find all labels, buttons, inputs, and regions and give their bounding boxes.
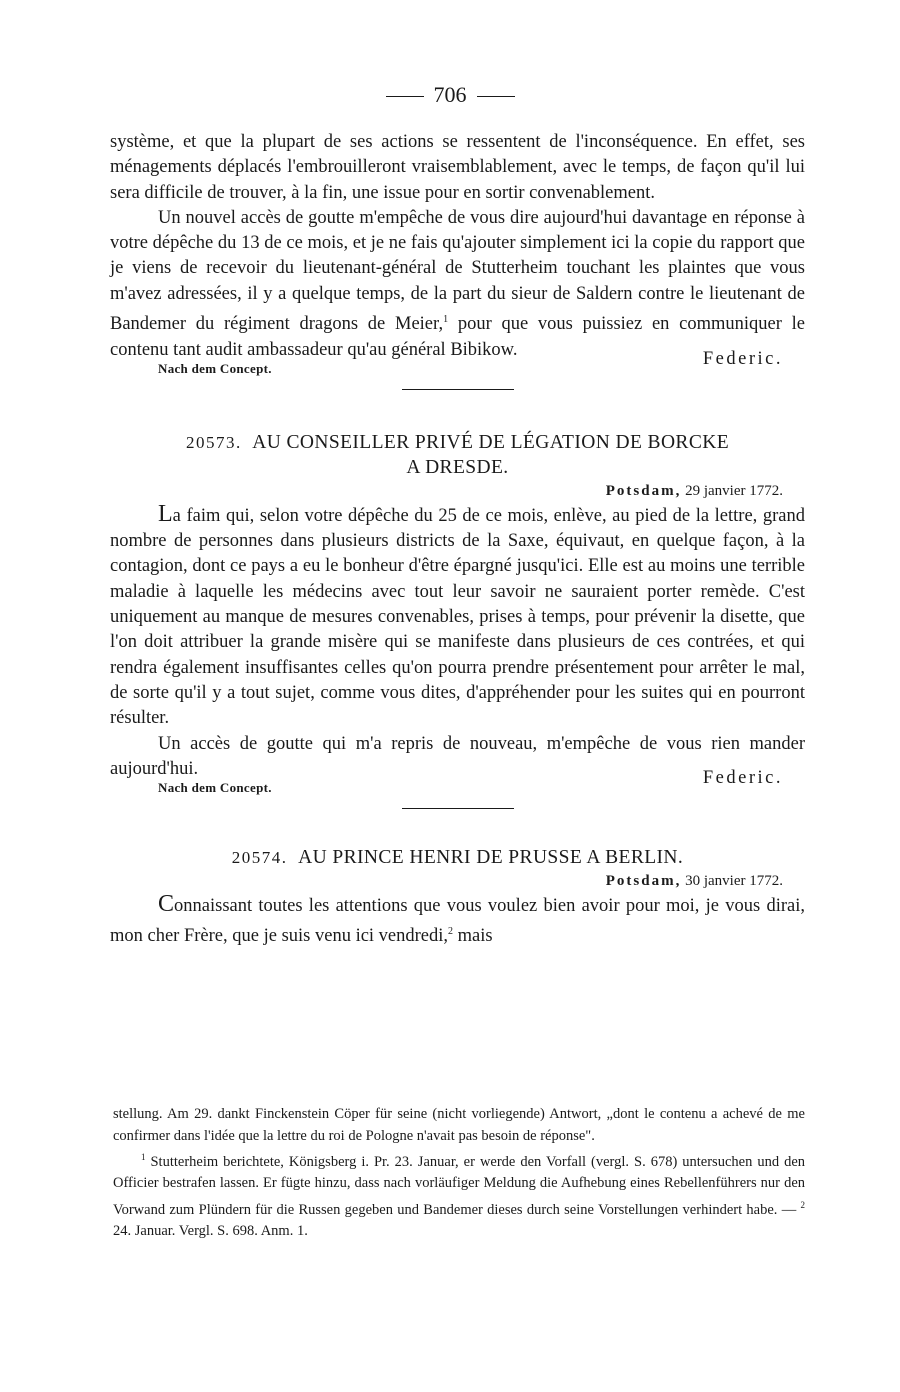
footnote-continued: stellung. Am 29. dankt Finckenstein Cöper für seine (nicht vorliegende) Antwort, „dont le contenu a achevé de me confirmer dans l'idée que la lettre du roi de Pologne n'avait pas besoin de réponse". [113,1106,805,1144]
paragraph-continued: système, et que la plupart de ses actions se ressentent de l'inconséquence. En effet, ses ménagements déplacés l'embrouilleront vraisemblablement, avec le temps, de façon qu'il lui sera difficile de trouver, à la fin, une issue pour en sortir convenablement. [110,132,805,203]
signature: Federic. [702,768,783,789]
letter-paragraph: Un accès de goutte qui m'a repris de nouveau, m'empêche de vous rien mander aujourd'hui. [110,733,805,779]
page-number-text: 706 [433,82,467,107]
page-number [0,80,900,110]
paragraph-2: Un nouvel accès de goutte m'empêche de vous dire aujourd'hui davantage en réponse à votre dépêche du 13 de ce mois, et je ne fais qu'ajouter simplement ici la copie du rapport que je viens de recevoir du lieutenant-général de Stutterheim touchant les plaintes que vous m'avez adressées, il y a quelque temps, de la part du sieur de Saldern contre le lieutenant de Bandemer du régiment dragons de Meier,$^1$ pour que vous puissiez en communiquer le contenu tant audit ambassadeur qu'au général Bibikow. [110,207,805,360]
letter-number: 20573. [185,432,242,452]
letter-title-line2: A DRESDE. [406,456,509,478]
dateline: Potsdam, 30 janvier 1772. [605,873,783,890]
letter-heading-20574 [110,845,805,870]
page-number-dash-right [477,96,515,97]
letter-heading-20573 [110,430,805,480]
letter-paragraph: Connaissant toutes les attentions que vous voulez bien avoir pour moi, je vous dirai, mon cher Frère, que je suis venu ici vendredi,$^2$ mais [110,891,805,947]
signature-block-2 [110,768,805,800]
footnote-ref-2: 2 [448,926,454,938]
signature-block-1 [110,348,805,381]
letter-title: AU CONSEILLER PRIVÉ DE LÉGATION DE BORCKE [252,431,730,453]
source-note: Nach dem Concept. [158,360,272,376]
signature: Federic. [702,348,783,369]
dateline: Potsdam, 29 janvier 1772. [605,482,783,499]
letter-title: AU PRINCE HENRI DE PRUSSE A BERLIN. [298,847,684,869]
letter-paragraph: La faim qui, selon votre dépêche du 25 de ce mois, enlève, au pied de la lettre, grand nombre de personnes dans plusieurs districts de la Saxe, équivaut, en quelque façon, à la contagion, dont ce pays a eu le bonheur d'être épargné jusqu'ici. Elle est au moins une terrible maladie à laquelle les médecins avec tout leur savoir ne sauraient porter remède. C'est uniquement au manque de mesures convenables, prises à temps, pour prévenir la disette, que l'on doit attribuer la grande misère qui se manifeste dans plusieurs de ces contrées, et qui rendra également insuffisantes celles qu'on pourra prendre présentement pour arrêter le mal, de sorte qu'il y a tout sujet, comme vous dites, d'appréhender pour les suites qui en pourront résulter. [110,500,805,729]
source-note: Nach dem Concept. [158,780,272,796]
footnote: $^1$ Stutterheim berichtete, Königsberg i. Pr. 23. Januar, er werde den Vorfall (vergl. S. 678) untersuchen und den Officier bestrafen lassen. Er fügte hinzu, dass nach vorläufiger Meldung die Aufhebung eines Rebellenführers nur den Vorwand zum Plündern für die Russen gegeben und Bandemer dieses durch seine Vorstellungen verhindert habe. — $^2$ 24. Januar. Vergl. S. 698. Anm. 1. [113,1152,805,1240]
footnote-ref-1: 1 [443,314,449,326]
page-number-dash-left [386,96,424,97]
letter-number: 20574. [231,848,288,868]
footnotes [113,1104,805,1243]
main-text [110,130,805,950]
